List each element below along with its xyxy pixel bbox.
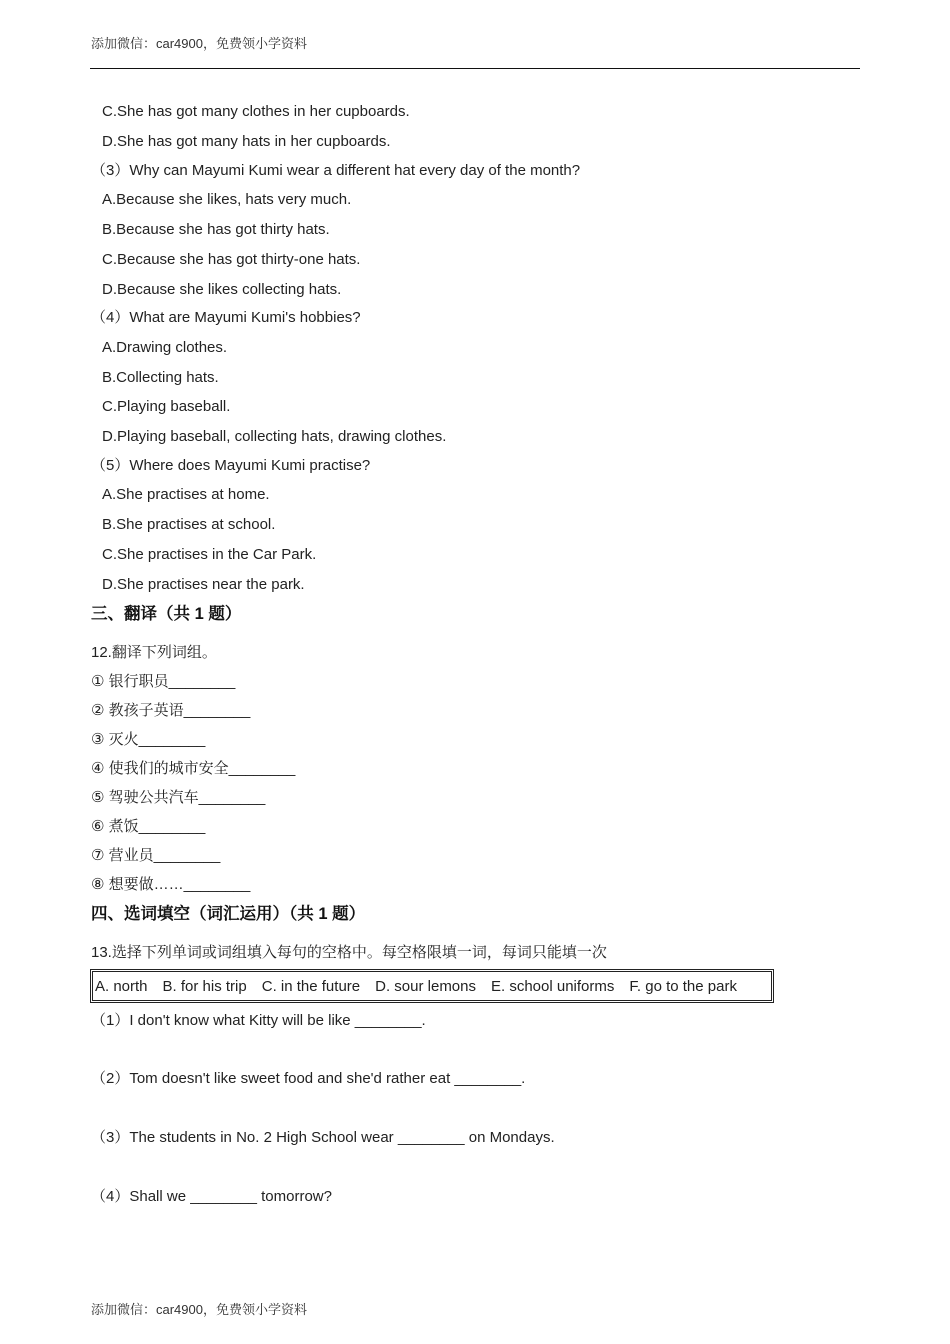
q2-option-c: C.She has got many clothes in her cupboards. — [102, 103, 410, 120]
q12-item-7: ⑦ 营业员________ — [91, 847, 221, 864]
q5-option-d: D.She practises near the park. — [102, 576, 305, 593]
word-bank-option-a: A. north — [95, 977, 148, 995]
q12-item-2: ② 教孩子英语________ — [91, 702, 251, 719]
q12-item-3: ③ 灭火________ — [91, 731, 206, 748]
word-bank-option-e: E. school uniforms — [491, 977, 615, 995]
word-bank-option-f: F. go to the park — [629, 977, 737, 995]
q4-option-d: D.Playing baseball, collecting hats, drawing clothes. — [102, 428, 447, 445]
q12-prompt: 12.翻译下列词组。 — [91, 644, 217, 661]
q13-sentence-4: （4）Shall we ________ tomorrow? — [91, 1188, 332, 1205]
q12-item-5: ⑤ 驾驶公共汽车________ — [91, 789, 266, 806]
q4-option-b: B.Collecting hats. — [102, 369, 219, 386]
q13-sentence-2: （2）Tom doesn't like sweet food and she'd rather eat ________. — [91, 1070, 526, 1087]
q3-option-c: C.Because she has got thirty-one hats. — [102, 251, 361, 268]
q3-question: （3）Why can Mayumi Kumi wear a different hat every day of the month? — [91, 162, 581, 179]
header-divider — [90, 68, 860, 69]
q3-option-b: B.Because she has got thirty hats. — [102, 221, 330, 238]
word-bank-option-b: B. for his trip — [162, 977, 247, 995]
q5-option-c: C.She practises in the Car Park. — [102, 546, 317, 563]
q2-option-d: D.She has got many hats in her cupboards. — [102, 133, 391, 150]
q4-option-a: A.Drawing clothes. — [102, 339, 228, 356]
q13-sentence-1: （1）I don't know what Kitty will be like ________. — [91, 1012, 426, 1029]
q4-question: （4）What are Mayumi Kumi's hobbies? — [91, 309, 361, 326]
word-bank-box — [90, 969, 774, 1003]
q12-item-4: ④ 使我们的城市安全________ — [91, 760, 296, 777]
word-bank-option-c: C. in the future — [261, 977, 361, 995]
q5-option-b: B.She practises at school. — [102, 516, 276, 533]
q4-option-c: C.Playing baseball. — [102, 398, 231, 415]
q12-item-6: ⑥ 煮饭________ — [91, 818, 206, 835]
section-3-title: 三、翻译（共 1 题） — [91, 605, 242, 623]
page-footer: 添加微信：car4900，免费领小学资料 — [91, 1302, 307, 1317]
page-header: 添加微信：car4900，免费领小学资料 — [91, 36, 307, 51]
q5-option-a: A.She practises at home. — [102, 486, 270, 503]
q12-item-8: ⑧ 想要做……________ — [91, 876, 251, 893]
section-4-title: 四、选词填空（词汇运用）（共 1 题） — [91, 905, 366, 923]
q5-question: （5）Where does Mayumi Kumi practise? — [91, 457, 371, 474]
q13-sentence-3: （3）The students in No. 2 High School wear ________ on Mondays. — [91, 1129, 555, 1146]
word-bank-option-d: D. sour lemons — [375, 977, 476, 995]
q3-option-a: A.Because she likes, hats very much. — [102, 191, 352, 208]
q3-option-d: D.Because she likes collecting hats. — [102, 281, 342, 298]
q12-item-1: ① 银行职员________ — [91, 673, 236, 690]
q13-prompt: 13.选择下列单词或词组填入每句的空格中。每空格限填一词，每词只能填一次 — [91, 944, 607, 961]
